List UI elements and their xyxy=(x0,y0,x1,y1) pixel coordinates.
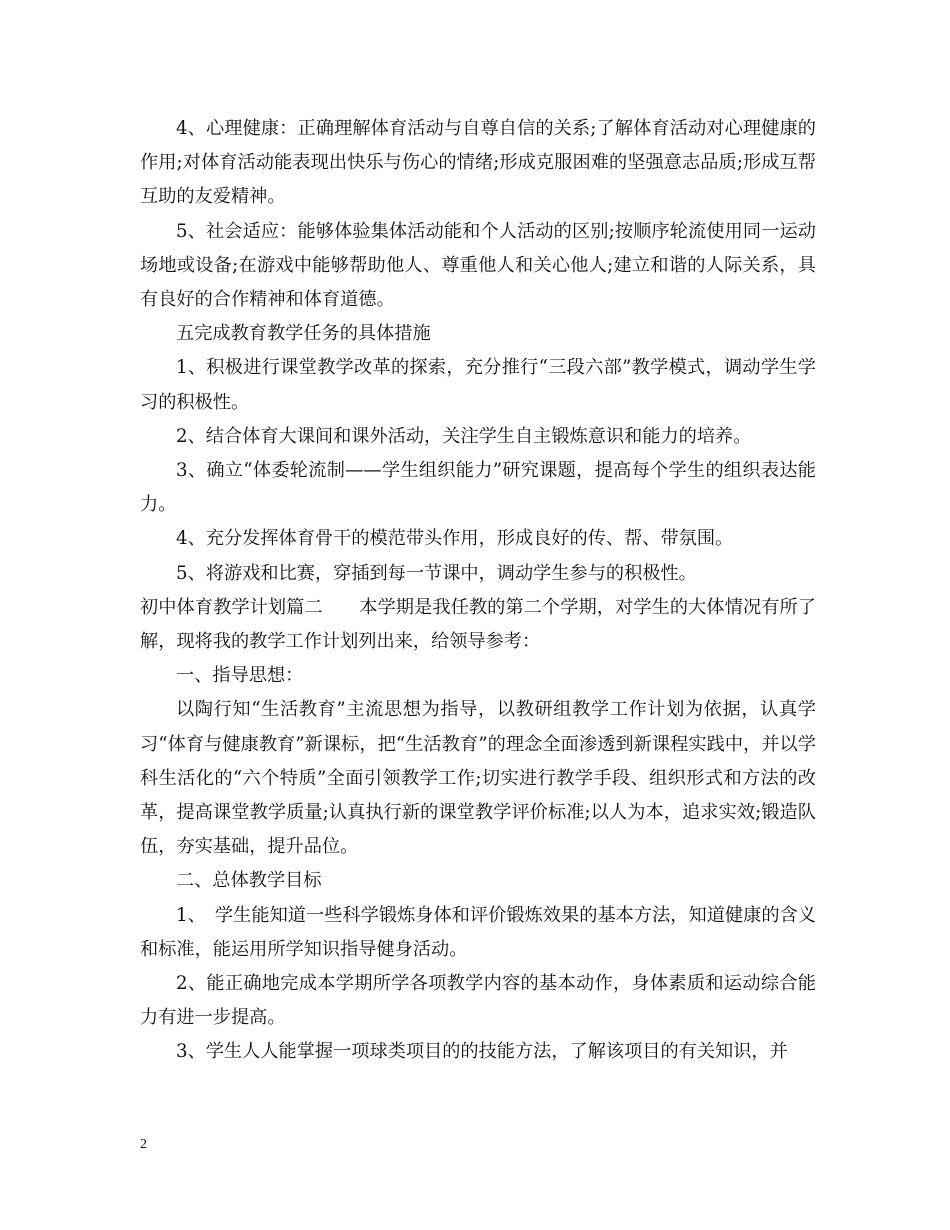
paragraph-mental-health: 4、心理健康：正确理解体育活动与自尊自信的关系;了解体育活动对心理健康的作用;对体育活动能表现出快乐与伤心的情绪;形成克服困难的坚强意志品质;形成互帮互助的友爱精神。 xyxy=(140,118,816,208)
section-heading-guiding-ideology: 一、指导思想： xyxy=(176,665,304,687)
paragraph-measure-5: 5、将游戏和比赛，穿插到每一节课中，调动学生参与的积极性。 xyxy=(176,562,697,584)
paragraph-measure-3: 3、确立“体委轮流制——学生组织能力”研究课题，提高每个学生的组织表达能力。 xyxy=(140,460,816,516)
paragraph-goal-1: 1、 学生能知道一些科学锻炼身体和评价锻炼效果的基本方法，知道健康的含义和标准，能运用所学知识指导健身活动。 xyxy=(140,904,816,960)
paragraph-measure-4: 4、充分发挥体育骨干的模范带头作用，形成良好的传、帮、带氛围。 xyxy=(176,528,734,550)
document-body xyxy=(140,112,835,1070)
section-heading-overall-goals: 二、总体教学目标 xyxy=(176,870,322,892)
section-heading-measures: 五完成教育教学任务的具体措施 xyxy=(176,323,431,345)
paragraph-social-adaptation: 5、社会适应：能够体验集体活动能和个人活动的区别;按顺序轮流使用同一运动场地或设备;在游戏中能够帮助他人、尊重他人和关心他人;建立和谐的人际关系，具有良好的合作精神和体育道德。 xyxy=(140,220,816,311)
paragraph-guiding-ideology: 以陶行知“生活教育”主流思想为指导，以教研组教学工作计划为依据，认真学习“体育与健康教育”新课标，把“生活教育”的理念全面渗透到新课程实践中，并以学科生活化的“六个特质”全面引领教学工作;切实进行教学手段、组织形式和方法的改革，提高课堂教学质量;认真执行新的课堂教学评价标准;以人为本，追求实效;锻造队伍，夯实基础，提升品位。 xyxy=(140,699,816,858)
paragraph-plan-two-intro: 初中体育教学计划篇二 本学期是我任教的第二个学期，对学生的大体情况有所了解，现将我的教学工作计划列出来，给领导参考： xyxy=(140,596,816,653)
paragraph-goal-3: 3、学生人人能掌握一项球类项目的的技能方法，了解该项目的有关知识，并 xyxy=(176,1041,788,1063)
paragraph-measure-1: 1、积极进行课堂教学改革的探索，充分推行“三段六部”教学模式，调动学生学习的积极性。 xyxy=(140,357,816,413)
paragraph-goal-2: 2、能正确地完成本学期所学各项教学内容的基本动作，身体素质和运动综合能 力有进一步提高。 xyxy=(140,973,835,1029)
page-number: 2 xyxy=(140,1137,147,1152)
paragraph-measure-2: 2、结合体育大课间和课外活动，关注学生自主锻炼意识和能力的培养。 xyxy=(176,425,752,447)
